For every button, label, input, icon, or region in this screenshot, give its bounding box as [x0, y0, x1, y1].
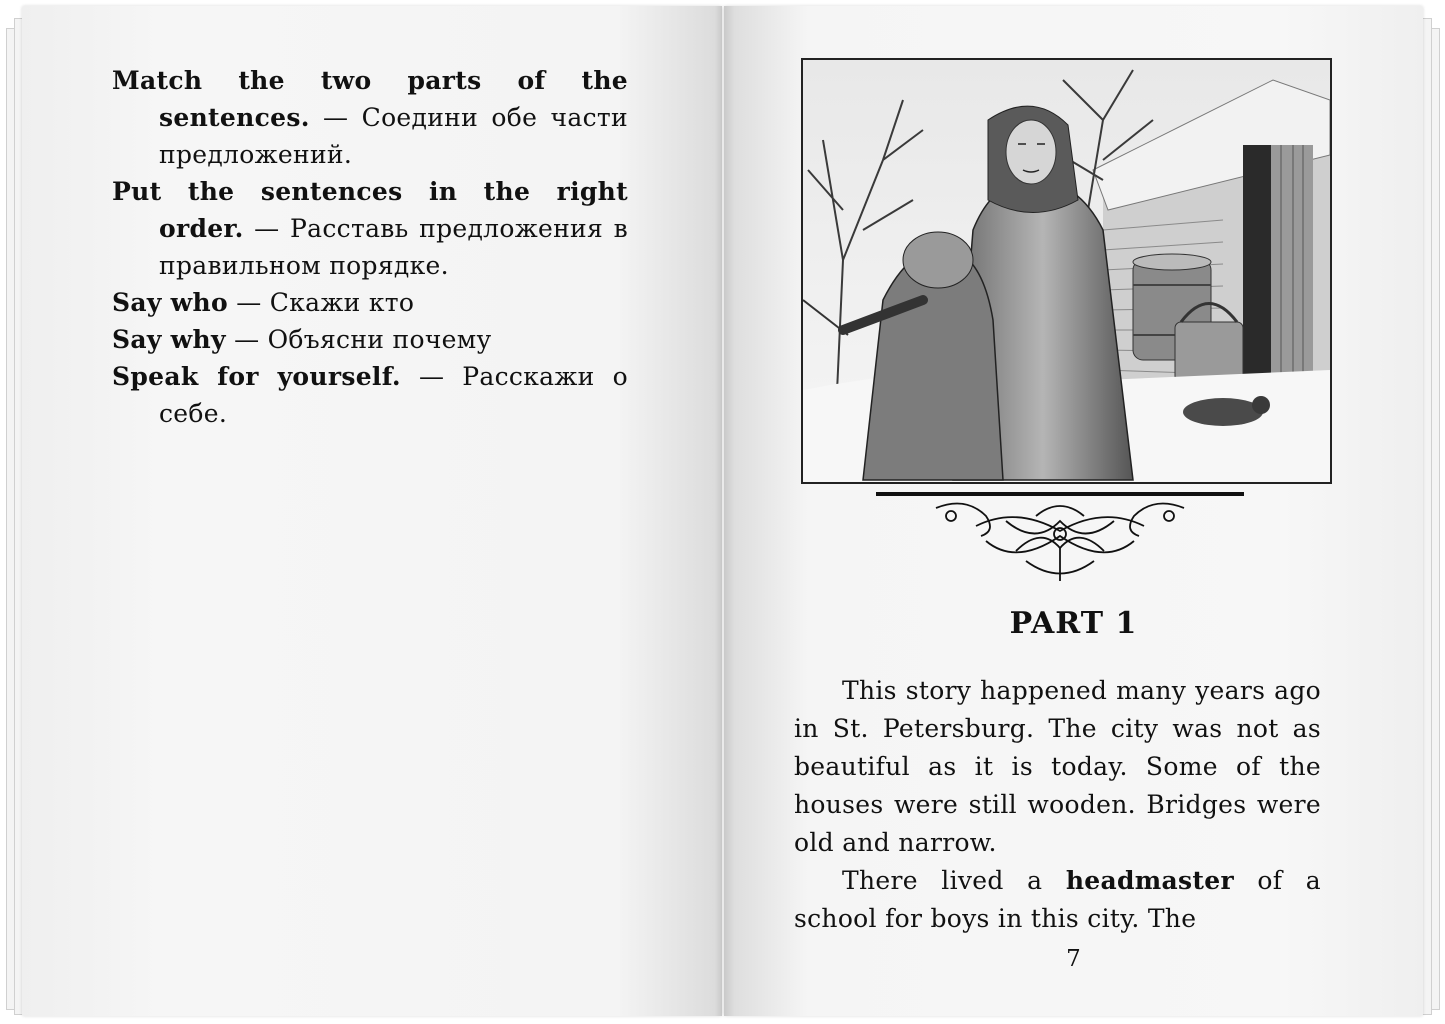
instruction-english: Put the sentences in the right order. [112, 177, 628, 243]
glossary-item [112, 284, 628, 321]
paragraph-highlight: headmaster [1065, 866, 1234, 895]
glossary-item [112, 62, 628, 173]
right-page [724, 6, 1423, 1016]
paragraph-text: There lived a [842, 866, 1066, 895]
instruction-english: Say who [112, 288, 228, 317]
story-paragraph [794, 862, 1321, 938]
instruction-russian: — Объясни почему [234, 325, 492, 354]
instruction-english: Say why [112, 325, 226, 354]
glossary-item [112, 358, 628, 432]
part-title: PART 1 [1009, 606, 1138, 641]
winter-yard-illustration [801, 58, 1332, 484]
paragraph-text: This story happened many years ago in St. Petersburg. The city was not as beautiful as it is today. Some of the houses were still wooden. Bridges were old and narrow. [794, 676, 1321, 857]
left-page [22, 6, 722, 1016]
glossary-item [112, 173, 628, 284]
instruction-russian: — Соедини обе части предложений. [159, 103, 628, 169]
illustration-drawing [803, 60, 1330, 482]
instruction-russian: — Скажи кто [236, 288, 415, 317]
page-number: 7 [1066, 946, 1081, 972]
instruction-glossary [112, 62, 628, 432]
scroll-ornament [876, 486, 1244, 586]
paragraph-text-after: of a school for boys in this city. The [794, 866, 1321, 933]
instruction-russian: — Расставь предложения в правильном порядке. [159, 214, 628, 280]
story-paragraph [794, 672, 1321, 862]
instruction-english: Speak for yourself. [112, 362, 401, 391]
story-text [794, 672, 1321, 938]
glossary-item [112, 321, 628, 358]
instruction-russian: — Расскажи о себе. [159, 362, 629, 428]
instruction-english: Match the two parts of the sentences. [112, 66, 628, 132]
